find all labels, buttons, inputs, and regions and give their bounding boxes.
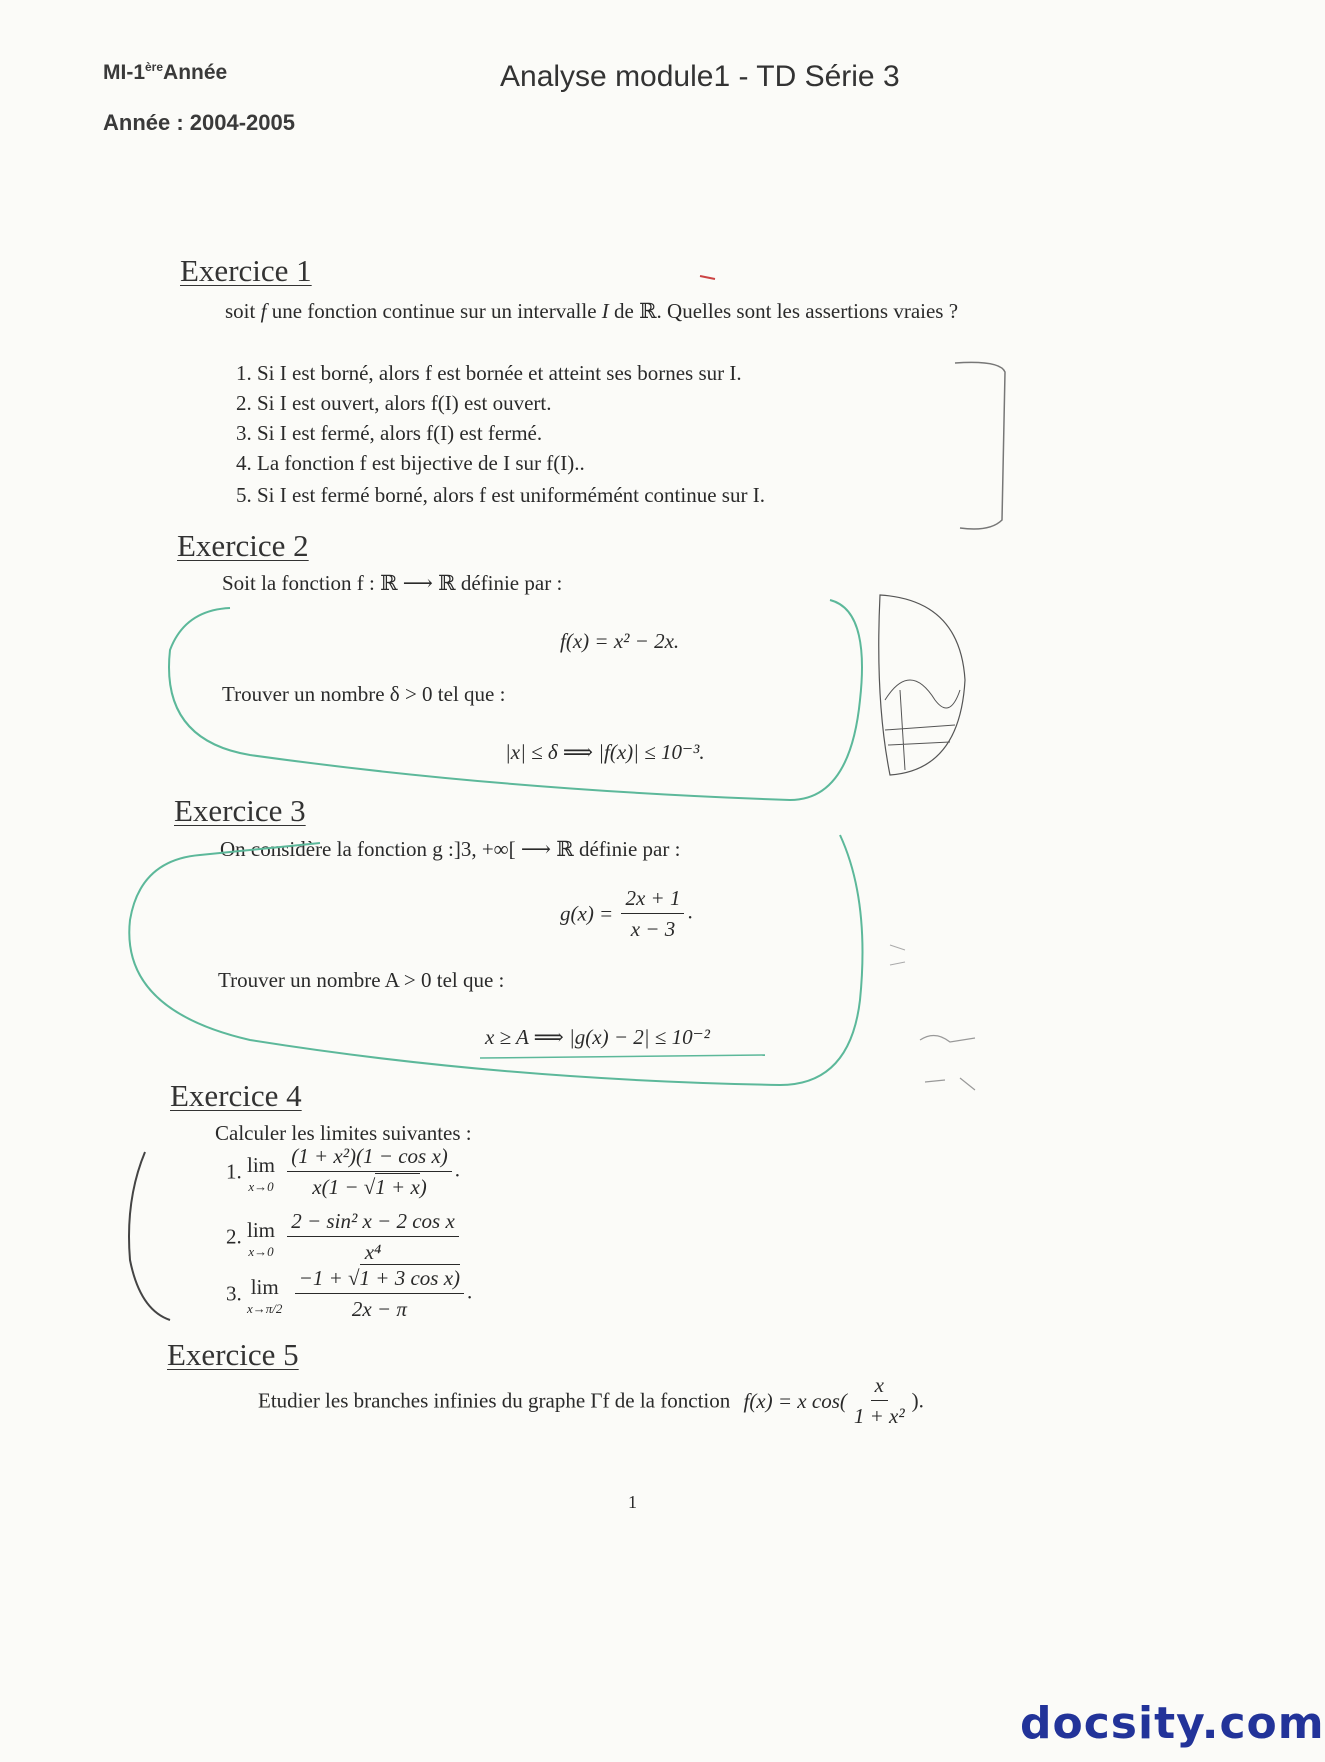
exercise-2-definition: Soit la fonction f : ℝ ⟶ ℝ définie par : <box>222 571 563 595</box>
green-underline <box>480 1055 765 1058</box>
green-loop-ex3 <box>129 835 862 1085</box>
pencil-note <box>890 945 905 965</box>
school-year: Année : 2004-2005 <box>103 110 295 135</box>
exercise-1-item: 2. Si I est ouvert, alors f(I) est ouvert. <box>236 391 552 415</box>
bracket-mark <box>955 362 1005 529</box>
exercise-3-formula: g(x) = $\frac{2x + 1}{x - 3}$ . <box>560 886 693 941</box>
exercise-3-question: Trouver un nombre A > 0 tel que : <box>218 968 505 992</box>
exercise-3-definition: On considère la fonction g :]3, +∞[ ⟶ ℝ définie par : <box>220 837 681 861</box>
exercise-1-item: 4. La fonction f est bijective de I sur f(I).. <box>236 451 585 475</box>
exercise-4-intro: Calculer les limites suivantes : <box>215 1121 472 1145</box>
pencil-bracket <box>129 1152 170 1320</box>
exercise-2-formula: f(x) = x² − 2x. <box>560 629 680 653</box>
limit-item-3: 3. lim x→π/2 $\frac{\text{−1 + √1 + 3 cos x)}}{2x - \pi}$ . <box>226 1266 473 1321</box>
exercise-2-condition: |x| ≤ δ ⟹ |f(x)| ≤ 10⁻³. <box>505 740 705 764</box>
exercise-3-condition: x ≥ A ⟹ |g(x) − 2| ≤ 10⁻² <box>485 1025 710 1049</box>
class-label: MI-1èreAnnée <box>103 60 228 84</box>
page-title: Analyse module1 - TD Série 3 <box>500 60 900 93</box>
exercise-1-title: Exercice 1 <box>180 253 312 288</box>
pencil-scribble <box>885 680 960 770</box>
exercise-1-item: 3. Si I est fermé, alors f(I) est fermé. <box>236 421 543 445</box>
exercise-5-title: Exercice 5 <box>167 1337 299 1372</box>
exercise-1-intro: soit f une fonction continue sur un intervalle I de ℝ. Quelles sont les assertions vraies ? <box>225 299 959 323</box>
page-number: 1 <box>628 1492 637 1512</box>
exercise-2-title: Exercice 2 <box>177 528 309 563</box>
limit-item-2: 2. lim x→0 $\frac{\text{2 − sin² x − 2 cos x}}{\text{x⁴}}$ <box>226 1208 462 1265</box>
docsity-logo: docsity.com <box>1020 1698 1325 1749</box>
exercise-1-item: 1. Si I est borné, alors f est bornée et atteint ses bornes sur I. <box>236 361 742 385</box>
exercise-5-statement: Etudier les branches infinies du graphe Γf de la fonction f(x) = x cos( $\frac{x}{\text{1 + x²}}$ ). <box>258 1373 924 1428</box>
exercise-2-question: Trouver un nombre δ > 0 tel que : <box>222 682 506 706</box>
red-mark <box>700 276 715 279</box>
green-loop-ex2 <box>169 600 862 800</box>
limit-item-1: 1. lim x→0 $\frac{\text{(1 + x²)(1 − cos x)}}{x(1 - √1 + x)}$ . <box>226 1144 461 1199</box>
pencil-note <box>920 1035 975 1090</box>
exercise-3-title: Exercice 3 <box>174 793 306 828</box>
exercise-4-title: Exercice 4 <box>170 1078 302 1113</box>
exercise-1-item: 5. Si I est fermé borné, alors f est uniformémént continue sur I. <box>236 483 765 507</box>
